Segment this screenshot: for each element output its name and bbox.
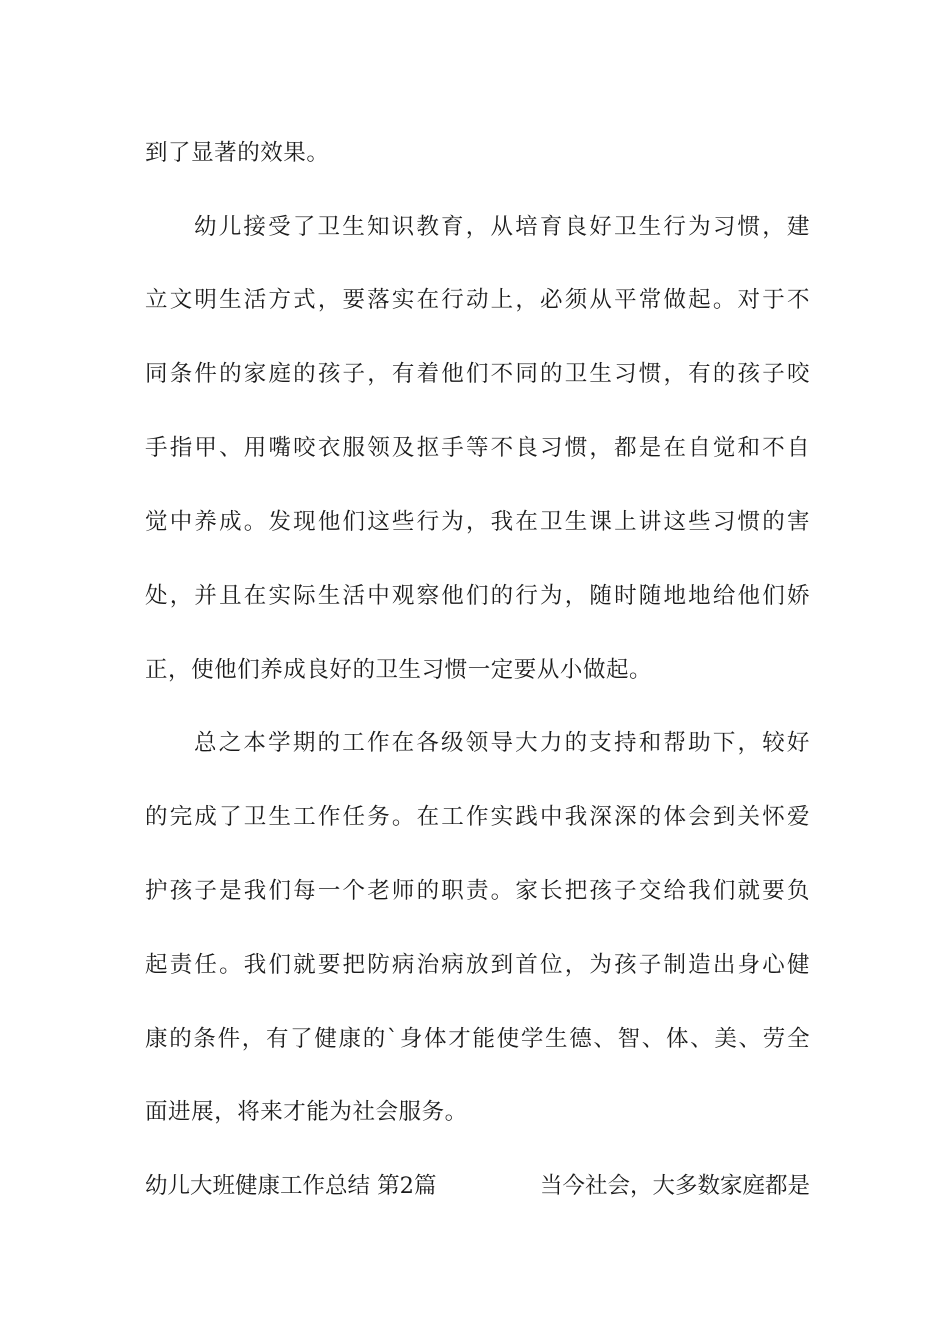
paragraph-line: 的完成了卫生工作任务。在工作实践中我深深的体会到关怀爱 xyxy=(145,804,810,830)
paragraph-line: 起责任。我们就要把防病治病放到首位，为孩子制造出身心健 xyxy=(145,952,810,978)
paragraph-line: 手指甲、用嘴咬衣服领及抠手等不良习惯，都是在自觉和不自 xyxy=(145,435,810,461)
paragraph-line: 处，并且在实际生活中观察他们的行为，随时随地地给他们娇 xyxy=(145,583,810,609)
paragraph-line: 幼儿接受了卫生知识教育，从培育良好卫生行为习惯，建 xyxy=(194,214,810,240)
paragraph-line: 觉中养成。发现他们这些行为，我在卫生课上讲这些习惯的害 xyxy=(145,509,810,535)
section-title: 幼儿大班健康工作总结 第2篇 xyxy=(145,1173,437,1199)
paragraph-line: 立文明生活方式，要落实在行动上，必须从平常做起。对于不 xyxy=(145,287,810,313)
paragraph-line: 康的条件，有了健康的`身体才能使学生德、智、体、美、劳全 xyxy=(145,1026,810,1052)
paragraph-line: 到了显著的效果。 xyxy=(145,140,330,166)
section-heading-line xyxy=(145,1171,810,1201)
paragraph-line: 面进展，将来才能为社会服务。 xyxy=(145,1099,468,1125)
paragraph-line: 护孩子是我们每一个老师的职责。家长把孩子交给我们就要负 xyxy=(145,878,810,904)
paragraph-line: 总之本学期的工作在各级领导大力的支持和帮助下，较好 xyxy=(194,730,810,756)
paragraph-line: 正，使他们养成良好的卫生习惯一定要从小做起。 xyxy=(145,657,653,683)
section-first-text: 当今社会，大多数家庭都是 xyxy=(539,1173,810,1199)
paragraph-line: 同条件的家庭的孩子，有着他们不同的卫生习惯，有的孩子咬 xyxy=(145,361,810,387)
